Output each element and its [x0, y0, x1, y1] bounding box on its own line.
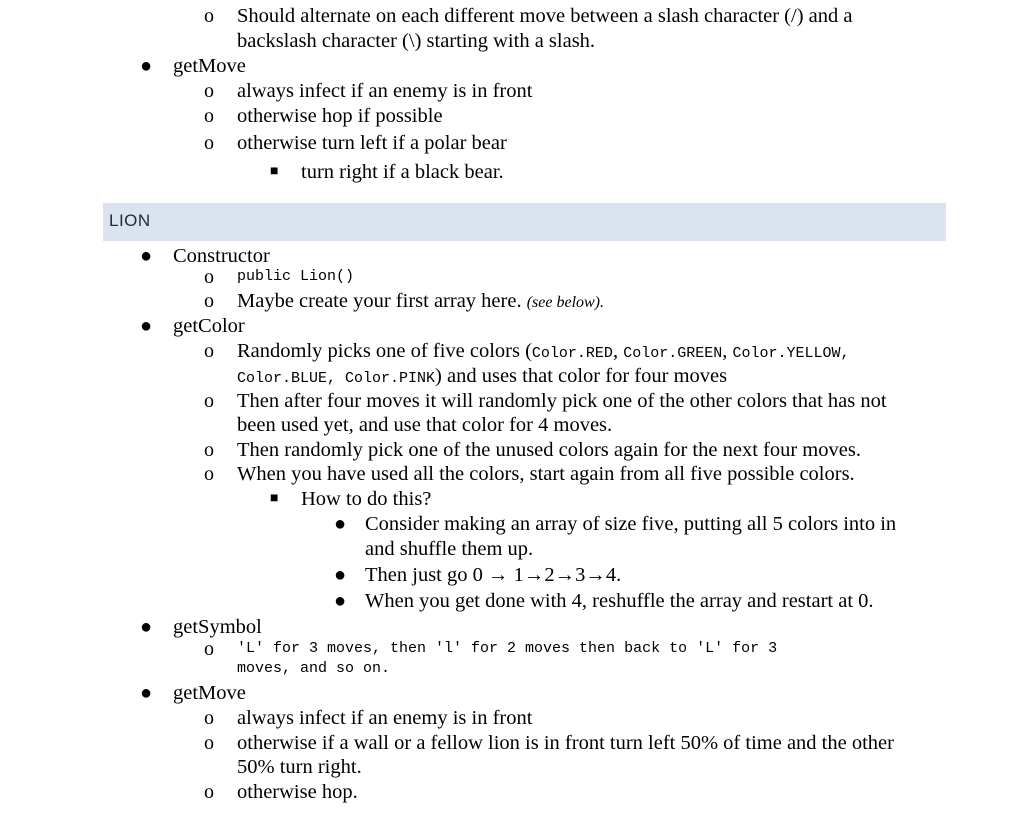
alternate-line-2: backslash character (\) starting with a slash. [237, 30, 596, 52]
disc-bullet: ● [140, 245, 153, 267]
gc1-pre: Randomly picks one of five colors ( [237, 340, 532, 362]
constructor-note-main: Maybe create your first array here. [237, 290, 522, 312]
getcolor-item-1-line-2 [237, 364, 727, 391]
getsymbol-line-2: moves, and so on. [237, 660, 391, 677]
howto-item-2: Then just go 0 → 1→2→3→4. [365, 564, 622, 586]
top-getmove-item-3: otherwise turn left if a polar bear [237, 132, 507, 154]
lion-section-header [103, 203, 946, 241]
howto-label: How to do this? [301, 488, 432, 510]
getcolor-item-4: When you have used all the colors, start again from all five possible colors. [237, 463, 855, 485]
lion-getmove-item-3: otherwise hop. [237, 781, 358, 803]
disc-bullet: ● [334, 590, 347, 612]
lion-getmove-item-1: always infect if an enemy is in front [237, 707, 533, 729]
alternate-line-1: Should alternate on each different move between a slash character (/) and a [237, 5, 853, 27]
disc-bullet: ● [140, 682, 153, 704]
getsymbol-line-1: 'L' for 3 moves, then 'l' for 2 moves then back to 'L' for 3 [237, 640, 778, 657]
square-bullet: ■ [270, 164, 279, 179]
howto-item-3: When you get done with 4, reshuffle the array and restart at 0. [365, 590, 874, 612]
circle-bullet: o [204, 132, 214, 154]
constructor-note [237, 289, 604, 315]
constructor-title: Constructor [173, 245, 270, 267]
circle-bullet: o [204, 707, 214, 729]
howto-item-1-line-2: and shuffle them up. [365, 538, 534, 560]
disc-bullet: ● [140, 315, 153, 337]
circle-bullet: o [204, 5, 214, 27]
lion-getmove-item-2-line-1: otherwise if a wall or a fellow lion is in front turn left 50% of time and the other [237, 732, 894, 754]
gc1-code-red: Color.RED [531, 345, 613, 362]
getsymbol-title: getSymbol [173, 616, 262, 638]
circle-bullet: o [204, 340, 214, 362]
circle-bullet: o [204, 105, 214, 127]
constructor-note-small: (see below). [526, 294, 605, 311]
getcolor-item-3: Then randomly pick one of the unused colors again for the next four moves. [237, 439, 861, 461]
circle-bullet: o [204, 266, 214, 288]
getcolor-item-2-line-1: Then after four moves it will randomly pick one of the other colors that has not [237, 390, 887, 412]
gc1-code-blue-pink: Color.BLUE, Color.PINK [237, 370, 436, 387]
circle-bullet: o [204, 80, 214, 102]
disc-bullet: ● [140, 616, 153, 638]
howto-item-1-line-1: Consider making an array of size five, putting all 5 colors into in [365, 513, 897, 535]
disc-bullet: ● [334, 513, 347, 535]
top-getmove-item-1: always infect if an enemy is in front [237, 80, 533, 102]
lion-header-label: LION [109, 211, 151, 230]
gc1-code-green: Color.GREEN [623, 345, 723, 362]
getcolor-item-2-line-2: been used yet, and use that color for 4 moves. [237, 414, 613, 436]
lion-getmove-title: getMove [173, 682, 246, 704]
disc-bullet: ● [334, 564, 347, 586]
circle-bullet: o [204, 290, 214, 312]
circle-bullet: o [204, 732, 214, 754]
gc1-post: ) and uses that color for four moves [435, 365, 728, 387]
circle-bullet: o [204, 638, 214, 660]
top-getmove-title: getMove [173, 55, 246, 77]
circle-bullet: o [204, 463, 214, 485]
top-getmove-sub: turn right if a black bear. [301, 161, 504, 183]
constructor-code: public Lion() [237, 268, 355, 285]
circle-bullet: o [204, 439, 214, 461]
square-bullet: ■ [270, 491, 279, 506]
getcolor-item-1-line-1: Randomly picks one of five colors (Color.RED, Color.GREEN, Color.YELLOW, [237, 340, 850, 362]
lion-getmove-item-2-line-2: 50% turn right. [237, 756, 362, 778]
circle-bullet: o [204, 390, 214, 412]
top-getmove-item-2: otherwise hop if possible [237, 105, 443, 127]
getcolor-title: getColor [173, 315, 245, 337]
circle-bullet: o [204, 781, 214, 803]
gc1-code-yellow: Color.YELLOW [732, 345, 841, 362]
disc-bullet: ● [140, 55, 153, 77]
